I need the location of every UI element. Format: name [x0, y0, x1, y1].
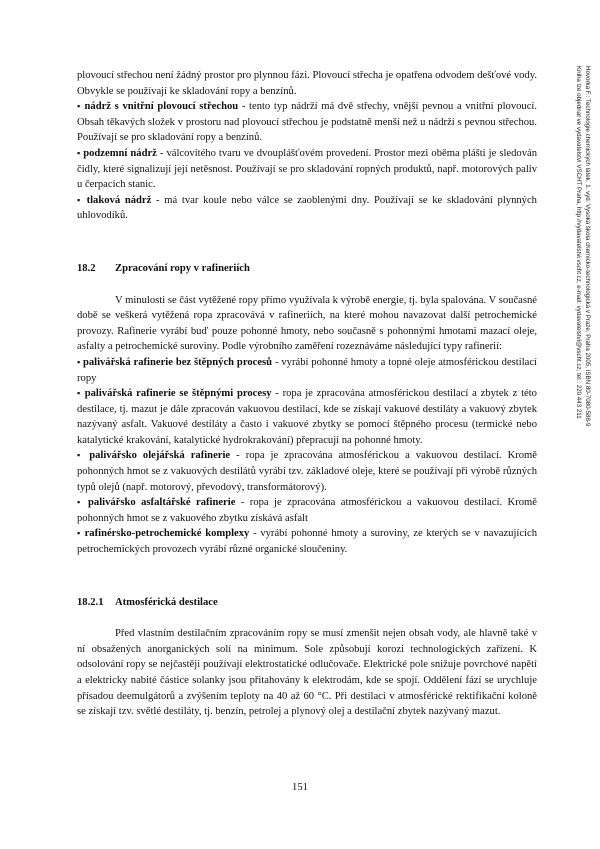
section-number: 18.2.1 [77, 596, 104, 608]
list-item-text: - ropa je zpracována atmosférickou a vakuovou destilací. Kromě pohonných hmot se z vakuového zbytku získává asfalt [77, 497, 537, 524]
list-item-text: - vyrábí pohonné hmoty a suroviny, ze kterých se v navazujících petrochemických provozech vyrábí různé organické sloučeniny. [77, 528, 537, 556]
section-number: 18.2 [77, 262, 96, 274]
list-item-text: - vyrábí pohonné hmoty a topné oleje atmosférickou destilací ropy [77, 356, 537, 384]
list-item-text: - má tvar koule nebo válce se zaoblenými dny. Používají se ke skladování plynných uhlovodíků. [77, 194, 537, 222]
section-heading-18-2 [77, 261, 537, 277]
list-item [77, 526, 537, 557]
ordering-line: Kniha lze objednat ve vydavatelství VŠCHT Praha, http://vydavatelstvi.vscht.cz, e-mail: vydavatelstvi@vscht.cz, tel.: 220 443 211 [575, 66, 583, 419]
page-body [77, 68, 537, 720]
list-item-text: - ropa je zpracována atmosférickou destilací a zbytek z této destilace, tj. mazut je dále zpracován vakuovou destilací, kde se získají vakuové destiláty a vakuový zbytek nazývaný asfalt. Vakuové destiláty a často i vakuové zbytky se pomocí štěpného procesu (termické nebo katalytické krakování, katalytické hydrokrakování) přepracují na pohonné hmoty. [77, 388, 537, 446]
section-title: Atmosférická destilace [115, 596, 218, 608]
list-item-text: - ropa je zpracována atmosférickou a vakuovou destilací. Kromě pohonných hmot se z vakuových destilátů vyrábí tzv. základové oleje, které se používají při výrobě různých typů olejů (např. motorový, převodový, transformátorový). [77, 450, 537, 493]
section-paragraph: V minulosti se část vytěžené ropy přímo využívala k výrobě energie, tj. byla spalována. V současné době se veškerá vytěžená ropa zpracovává v rafineriích, na které mohou navazovat další petrochemické provozy. Rafinerie vyrábí buď pouze pohonné hmoty, nebo současně s pohonnými hmotami mazací oleje, asfalty a petrochemické suroviny. Podle výrobního zaměření rozeznáváme následující typy rafinerií: [77, 294, 537, 353]
section-heading-18-2-1 [77, 595, 537, 611]
list-item [77, 355, 537, 386]
list-item [77, 448, 537, 495]
page-number: 151 [292, 782, 308, 793]
section-title: Zpracování ropy v rafineriích [115, 262, 250, 274]
list-item [77, 193, 537, 224]
list-item-text: - tento typ nádrží má dvě střechy, vnější pevnou a vnitřní plovoucí. Obsah těkavých složek v prostoru nad plovoucí střechou je podstatně menší než u nádrží s pevnou střechou. Používají se pro skladování ropy a benzínů. [77, 101, 538, 144]
list-item [77, 146, 537, 193]
list-item [77, 386, 537, 448]
list-item [77, 495, 537, 526]
list-item-term: nádrž s vnitřní plovoucí střechou [84, 101, 239, 113]
citation-line: Hovorka F.: Technologie chemických látek. 1. vyd. Vysoká škola chemicko-technologická v Praze, Praha 2005, ISBN 80-7080-588-9 [584, 66, 591, 427]
list-item-term: podzemní nádrž [83, 147, 157, 159]
list-item-text: - válcovitého tvaru ve dvouplášťovém provedení. Prostor mezi oběma plášti je sledován čidly, které signalizují její netěsnost. Používají se pro skladování ropných produktů, např. motorových paliv u čerpacích stanic. [77, 147, 537, 191]
list-item-term: rafinérsko-petrochemické komplexy [84, 528, 250, 540]
list-item-term: palivářská rafinerie se štěpnými procesy [84, 388, 272, 400]
list-item-term: palivářsko olejářská rafinerie [89, 450, 231, 462]
list-item-term: palivářská rafinerie bez štěpných procesů [82, 356, 273, 368]
list-item-term: palivářsko asfaltářské rafinerie [88, 497, 236, 509]
sidebar-citation [573, 66, 591, 641]
intro-paragraph: plovoucí střechou není žádný prostor pro plynnou fázi. Plovoucí střecha je opatřena odvodem dešťové vody. Obvykle se používají ke skladování ropy a benzínů. [77, 70, 537, 97]
list-item-term: tlaková nádrž [86, 194, 152, 206]
list-item [77, 99, 537, 146]
section-paragraph: Před vlastním destilačním zpracováním ropy se musí zmenšit nejen obsah vody, ale hlavně také v ní obsažených anorganických solí na minimum. Sole způsobují korozi technologických zařízení. K odsolování ropy se nejčastěji používají elektrostatické odlučovače. Elektrické pole snižuje povrchové napětí a elektricky nabité částice solanky jsou přitahovány k elektrodám, kde se spojí. Oddělení fází se urychluje přísadou deemulgátorů a zvýšením teploty na 40 až 60 °C. Při destilaci v atmosférické rektifikační koloně se získají tzv. světlé destiláty, tj. benzín, petrolej a plynový olej a destilační zbytek nazývaný mazut. [77, 628, 537, 718]
